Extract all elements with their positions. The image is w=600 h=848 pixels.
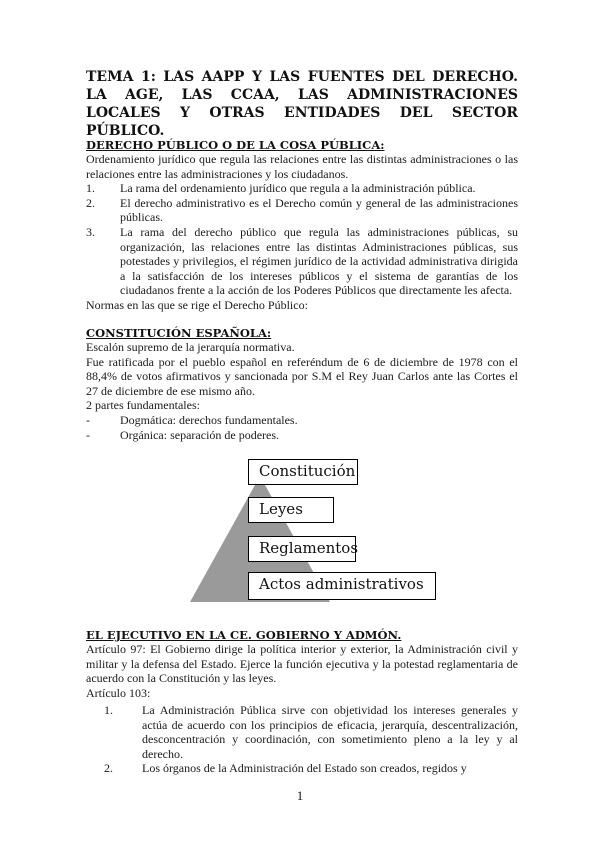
paragraph-line: Fue ratificada por el pueblo español en referéndum de 6 de diciembre de 1978 con el 88,4% de votos afirmativos y sancionada por S.M el Rey Juan Carlos ante las Cortes el 27 de diciembre de ese mismo año. [86,354,518,398]
list-item [104,761,518,776]
article-103-list [104,703,518,776]
list-item-text: La Administración Pública sirve con objetividad los intereses generales y actúa de acuerdo con los principios de eficacia, jerarquía, descentralización, desconcentración y coordinación, con sometimiento pleno a la ley y al derecho. [142,703,518,761]
list-item-number: 1. [104,703,113,717]
section-ejecutivo-body [86,642,518,700]
normative-hierarchy-pyramid [190,452,436,606]
list-item [86,181,518,196]
list-item [86,225,518,298]
list-item-text: El derecho administrativo es el Derecho común y general de las administraciones públicas. [120,195,518,225]
list-item-text: Los órganos de la Administración del Estado son creados, regidos y [142,761,467,776]
section-heading-derecho-publico: DERECHO PÚBLICO O DE LA COSA PÚBLICA: [86,138,385,152]
document-title: TEMA 1: LAS AAPP Y LAS FUENTES DEL DERECHO. LA AGE, LAS CCAA, LAS ADMINISTRACIONES LOCALES Y OTRAS ENTIDADES DEL SECTOR PÚBLICO. [86,69,518,139]
list-bullet: - [86,412,90,427]
list-item [86,428,518,443]
list-bullet: - [86,427,90,442]
list-item [104,703,518,761]
section-constitucion-body [86,340,518,442]
section-derecho-publico-body [86,152,518,313]
list-item-text: La rama del ordenamiento jurídico que regula a la administración pública. [120,181,476,196]
list-item-text: La rama del derecho público que regula las administraciones públicas, su organización, las relaciones entre las distintas Administraciones públicas, sus potestades y privilegios, el régimen jurídico de la actividad administrativa dirigida a la satisfacción de los intereses públicos y el sistema de garantías de los ciudadanos frente a la acción de los Poderes Públicos que directamente les afecta. [120,224,518,298]
list-item-number: 2. [86,195,95,210]
section-heading-ejecutivo: EL EJECUTIVO EN LA CE. GOBIERNO Y ADMÓN. [86,628,402,642]
paragraph-closing: Normas en las que se rige el Derecho Público: [86,297,308,312]
pyramid-level-leyes: Leyes [248,497,334,523]
list-item-text: Orgánica: separación de poderes. [120,427,280,442]
paragraph-article-97: Artículo 97: El Gobierno dirige la política interior y exterior, la Administración civil y militar y la defensa del Estado. Ejerce la función ejecutiva y la potestad reglamentaria de acuerdo con la Constitución y las leyes. [86,642,518,686]
paragraph-line: Escalón supremo de la jerarquía normativa. [86,340,295,354]
section-heading-constitucion: CONSTITUCIÓN ESPAÑOLA: [86,326,272,340]
list-item-text: Dogmática: derechos fundamentales. [120,412,298,427]
paragraph-article-103-label: Artículo 103: [86,685,151,700]
pyramid-level-constitucion: Constitución [248,459,358,485]
paragraph-intro: Ordenamiento jurídico que regula las relaciones entre las distintas administraciones o las relaciones entre las administraciones y los ciudadanos. [86,152,518,181]
pyramid-level-actos: Actos administrativos [248,572,436,600]
paragraph-line: 2 partes fundamentales: [86,398,200,413]
pyramid-level-reglamentos: Reglamentos [248,536,356,562]
list-item-number: 2. [104,761,113,776]
page-number: 1 [296,788,304,803]
list-item-number: 1. [86,181,95,196]
list-item [86,413,518,428]
list-item-number: 3. [86,224,95,239]
list-item [86,196,518,225]
